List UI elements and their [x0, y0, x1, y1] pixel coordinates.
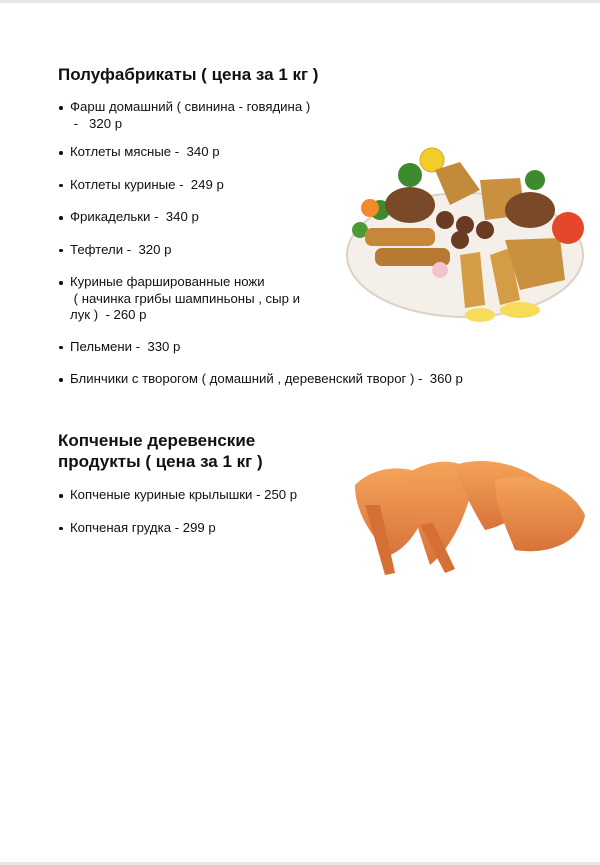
section-title-semi-finished: Полуфабрикаты ( цена за 1 кг ) — [58, 65, 319, 84]
list-item: Фрикадельки - 340 р — [58, 209, 538, 226]
list-item: Блинчики с творогом ( домашний , деревенский творог ) - 360 р — [58, 371, 538, 388]
list-item: Тефтели - 320 р — [58, 242, 538, 259]
smoked-products-list — [58, 487, 338, 536]
section-title-smoked-products: Копченые деревенские продукты ( цена за 1 кг ) — [58, 431, 263, 471]
list-item: Фарш домашний ( свинина - говядина ) - 320 р — [58, 99, 538, 132]
page-top-edge — [0, 0, 600, 3]
list-item: Котлеты куриные - 249 р — [58, 177, 538, 194]
list-item: Копченая грудка - 299 р — [58, 520, 338, 537]
list-item: Копченые куриные крылышки - 250 р — [58, 487, 338, 504]
smoked-wings-image — [345, 445, 590, 580]
list-item: Пельмени - 330 р — [58, 339, 538, 356]
semi-finished-platter-image — [340, 130, 590, 330]
list-item: Куриные фаршированные ножи ( начинка грибы шампиньоны , сыр и лук ) - 260 р — [58, 274, 538, 324]
list-item: Котлеты мясные - 340 р — [58, 144, 538, 161]
